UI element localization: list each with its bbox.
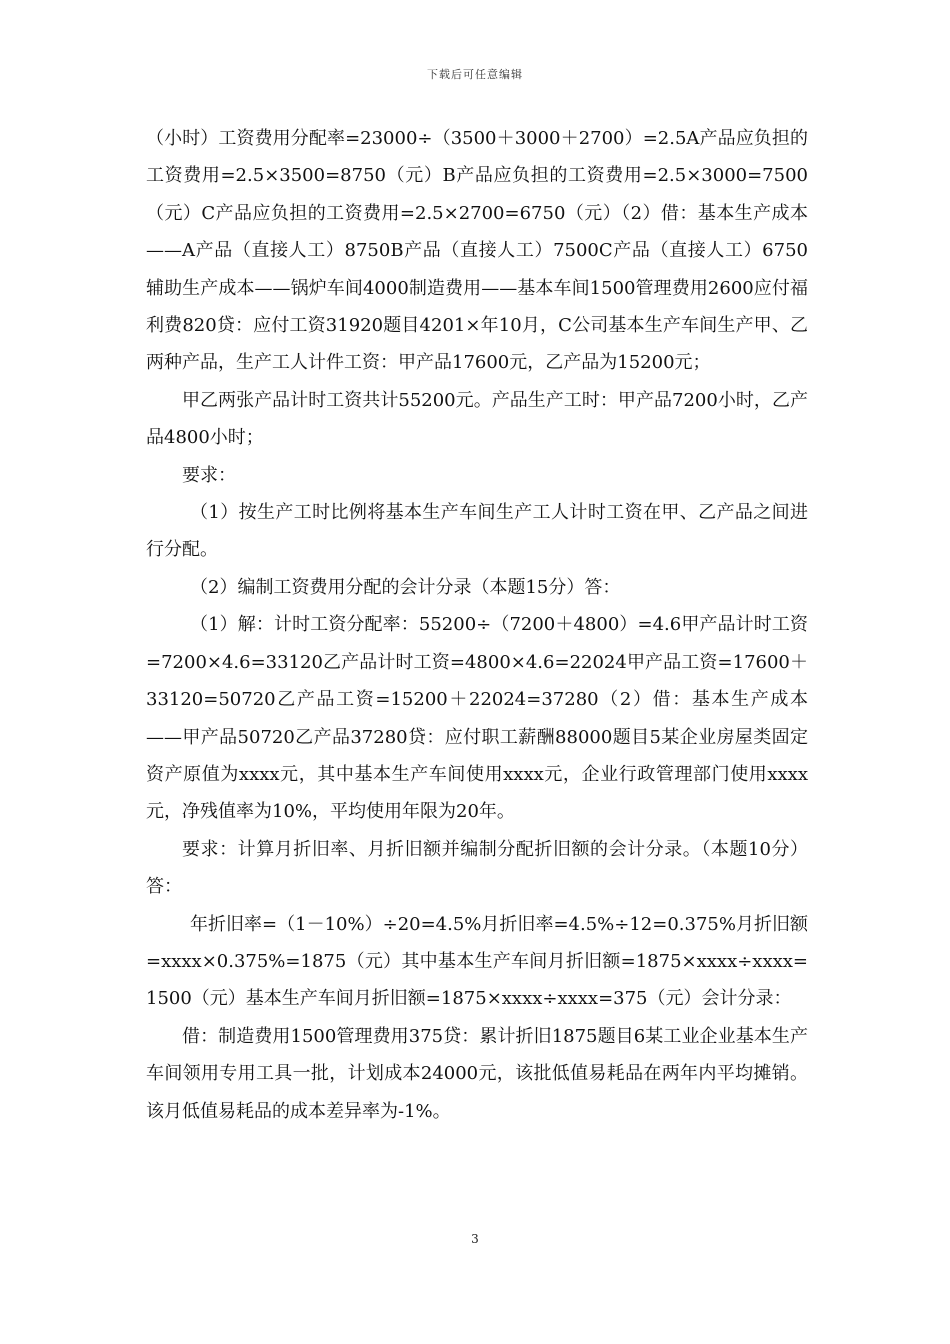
paragraph-journal-entry: 借：制造费用1500管理费用375贷：累计折旧1875题目6某工业企业基本生产车间领用专用工具一批，计划成本24000元，该批低值易耗品在两年内平均摊销。该月低值易耗品的成本差异率为-1%。 — [146, 1025, 808, 1122]
paragraph-requirements-label: 要求： — [182, 464, 236, 486]
paragraph-solution: （1）解：计时工资分配率：55200÷（7200＋4800）=4.6甲产品计时工资=7200×4.6=33120乙产品计时工资=4800×4.6=22024甲产品工资=17600＋33120=50720乙产品工资=15200＋22024=37280（2）借：基本生产成本——甲产品50720乙产品37280贷：应付职工薪酬88000题目5某企业房屋类固定资产原值为xxxx元，其中基本生产车间使用xxxx元，企业行政管理部门使用xxxx元，净残值率为10%，平均使用年限为20年。 — [146, 614, 808, 823]
paragraph-requirement-2: （2）编制工资费用分配的会计分录（本题15分）答： — [190, 576, 621, 598]
paragraph-depreciation-calculation: 年折旧率=（1－10%）÷20=4.5%月折旧率=4.5%÷12=0.375%月折旧额=xxxx×0.375%=1875（元）其中基本生产车间月折旧额=1875×xxxx÷xxxx=1500（元）基本生产车间月折旧额=1875×xxxx÷xxxx=375（元）会计分录： — [146, 913, 808, 1010]
paragraph-requirement-1: （1）按生产工时比例将基本生产车间生产工人计时工资在甲、乙产品之间进行分配。 — [146, 502, 808, 561]
page-number: 3 — [471, 1232, 479, 1246]
page-header: 下载后可任意编辑 — [427, 68, 523, 81]
document-body — [146, 120, 808, 1130]
paragraph-depreciation-requirement: 要求：计算月折旧率、月折旧额并编制分配折旧额的会计分录。（本题10分）答： — [146, 838, 808, 898]
paragraph-time-wages: 甲乙两张产品计时工资共计55200元。产品生产工时：甲产品7200小时，乙产品4800小时； — [146, 389, 808, 449]
paragraph-wage-allocation: （小时）工资费用分配率=23000÷（3500＋3000＋2700）=2.5A产品应负担的工资费用=2.5×3500=8750（元）B产品应负担的工资费用=2.5×3000=7500（元）C产品应负担的工资费用=2.5×2700=6750（元）（2）借：基本生产成本——A产品（直接人工）8750B产品（直接人工）7500C产品（直接人工）6750辅助生产成本——锅炉车间4000制造费用——基本车间1500管理费用2600应付福利费820贷：应付工资31920题目4201×年10月，C公司基本生产车间生产甲、乙两种产品，生产工人计件工资：甲产品17600元，乙产品为15200元； — [146, 128, 808, 374]
